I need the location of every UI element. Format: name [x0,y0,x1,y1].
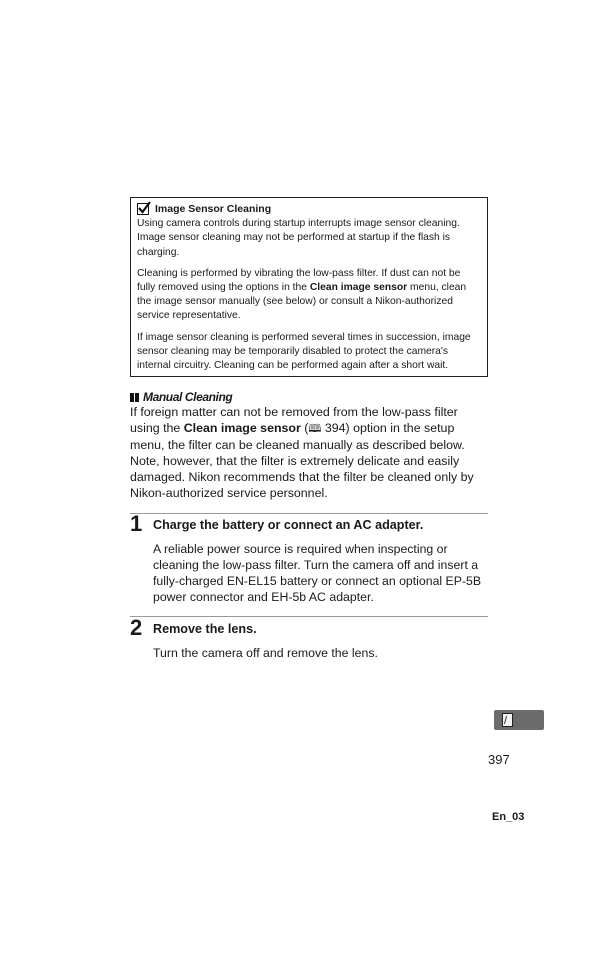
double-square-icon [130,393,139,402]
menu-name-clean-image-sensor: Clean image sensor [309,282,408,294]
pencil-page-icon [502,713,513,727]
note-paragraph-3: If image sensor cleaning is performed several times in succession, image sensor cleaning may be temporarily disabled to protect the camera's internal circuitry. Cleaning can be performed again after a short wait. [137,331,471,372]
note-paragraph-1: Using camera controls during startup interrupts image sensor cleaning. Image sensor cleaning may not be performed at startup if the flash is charging. [137,218,460,258]
step-number: 2 [130,615,143,640]
note-header [137,202,481,216]
step-number: 1 [130,511,143,536]
step-title: Remove the lens. [153,622,257,636]
step-body: A reliable power source is required when inspecting or cleaning the low-pass filter. Turn the camera off and insert a fully-charged EN-EL15 battery or connect an optional EP-5B power connector and EH-5b AC adapter. [153,542,482,604]
step-body: Turn the camera off and remove the lens. [153,646,378,660]
section-intro: If foreign matter can not be removed from the low-pass filter using the Clean image sensor (🕮 394) option in the setup menu, the filter can be cleaned manually as described below. Note, however, that the filter is extremely delicate and easily damaged. Nikon recommends that the filter be cleaned only by Nikon-authorized service personnel. [130,405,474,500]
divider [130,513,488,514]
checkmark-box-icon [137,203,149,215]
divider [130,616,488,617]
section-tab[interactable] [494,710,544,730]
note-title: Image Sensor Cleaning [155,203,272,215]
section-heading [130,390,232,404]
note-box [130,197,488,377]
page-reference[interactable]: 394) [321,420,350,435]
note-paragraph-2: Cleaning is performed by vibrating the low-pass filter. If dust can not be fully removed using the options in the Clean image sensor menu, clean the image sensor manually (see below) or consult a Nikon-authorized service representative. [137,267,467,322]
book-icon: 🕮 [308,422,322,435]
page-number: 397 [488,752,510,767]
menu-name-clean-image-sensor: Clean image sensor [183,420,301,435]
step-title: Charge the battery or connect an AC adapter. [153,518,424,532]
section-title: Manual Cleaning [143,390,233,404]
footer-code: En_03 [492,811,525,823]
